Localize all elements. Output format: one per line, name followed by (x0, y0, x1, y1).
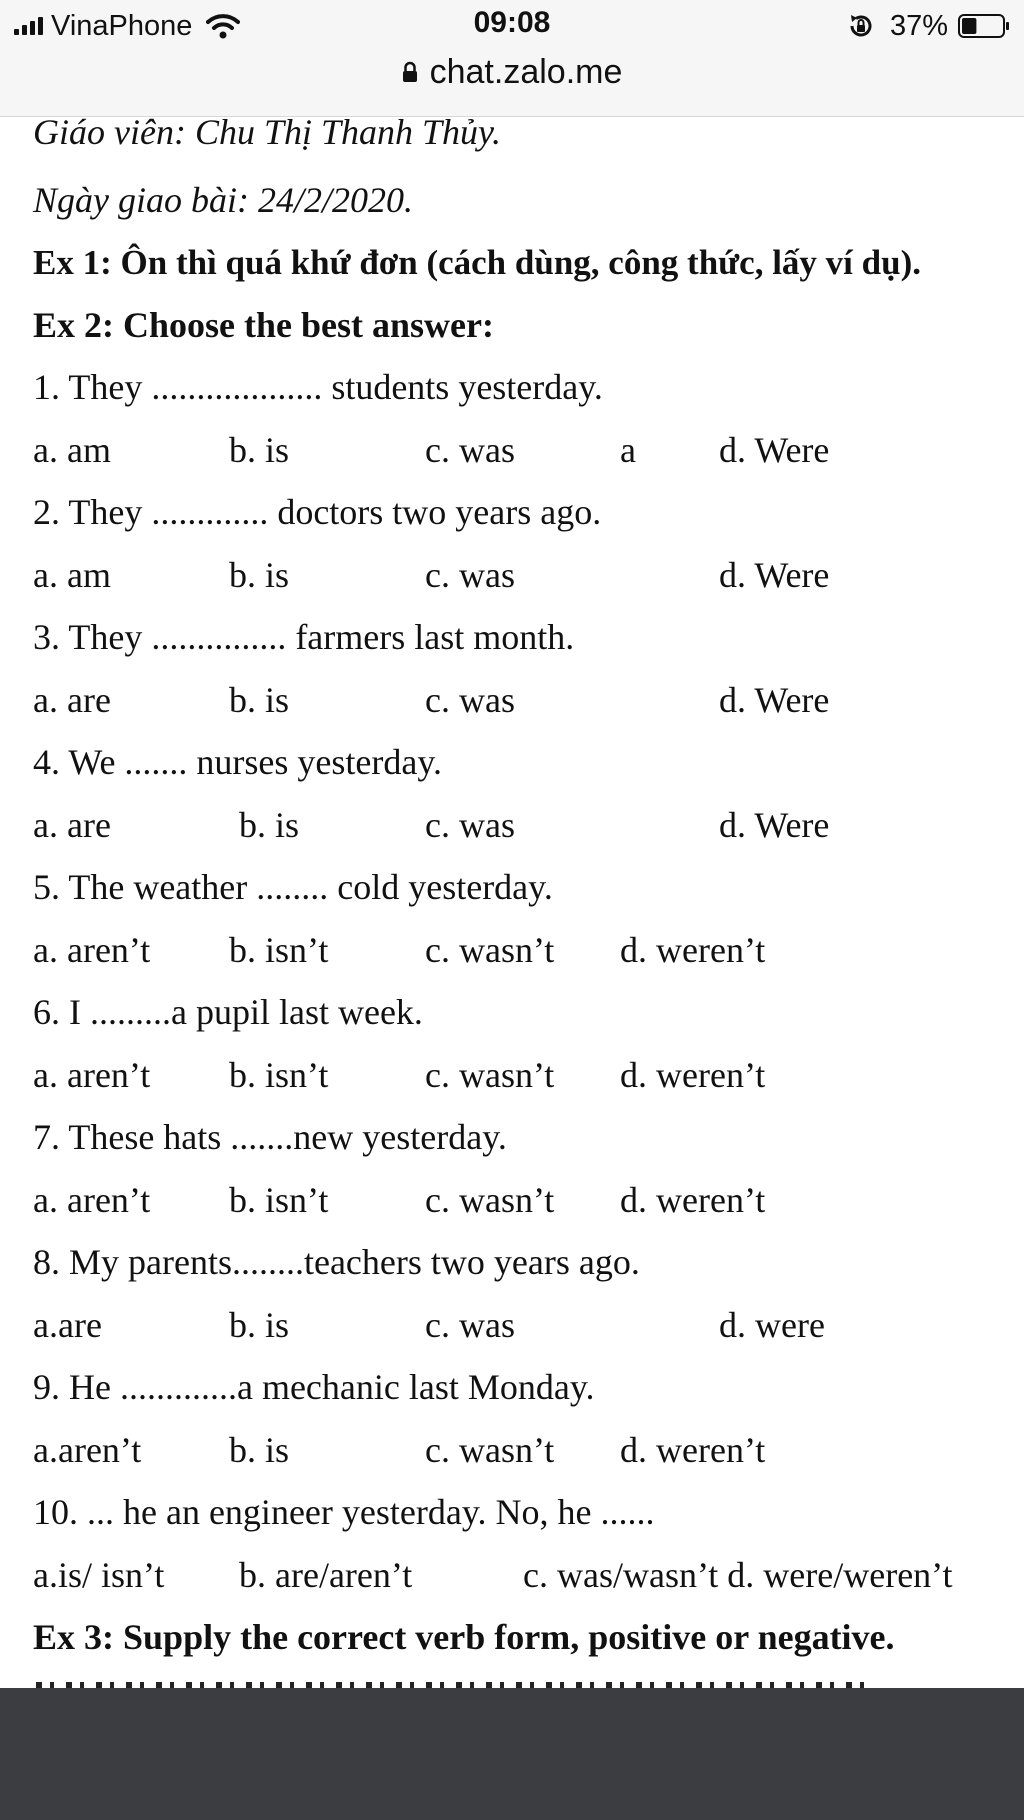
question-1-option-c: c. was (425, 430, 515, 470)
question-3-option-c: c. was (425, 680, 515, 720)
question-2-option-a: a. am (33, 555, 111, 595)
question-4: 4. We ....... nurses yesterday. (33, 742, 443, 782)
question-6-option-b: b. isn’t (229, 1055, 329, 1095)
address-bar[interactable] (0, 50, 1024, 94)
question-9-option-c: c. wasn’t (425, 1430, 555, 1470)
question-2: 2. They ............. doctors two years ago. (33, 492, 602, 532)
question-3-option-b: b. is (229, 680, 290, 720)
question-4-option-a: a. are (33, 805, 111, 845)
question-7-option-a: a. aren’t (33, 1180, 151, 1220)
question-10: 10. ... he an engineer yesterday. No, he ...... (33, 1492, 655, 1532)
question-5-option-c: c. wasn’t (425, 930, 555, 970)
question-1-option-d: d. Were (719, 430, 830, 470)
battery-percentage: 37% (889, 9, 948, 42)
question-6-option-a: a. aren’t (33, 1055, 151, 1095)
question-2-option-b: b. is (229, 555, 290, 595)
question-8-option-b: b. is (229, 1305, 290, 1345)
teacher-line: Giáo viên: Chu Thị Thanh Thủy. (33, 116, 502, 152)
bottom-toolbar (0, 1688, 1024, 1820)
question-5-option-d: d. weren’t (620, 930, 766, 970)
question-7: 7. These hats .......new yesterday. (33, 1117, 507, 1157)
question-8-option-a: a.are (33, 1305, 102, 1345)
battery-icon (958, 14, 1010, 38)
question-10-option-c-d: c. was/wasn’t d. were/weren’t (523, 1555, 953, 1595)
lock-icon (402, 61, 418, 83)
question-2-option-c: c. was (425, 555, 515, 595)
exercise-1-heading: Ex 1: Ôn thì quá khứ đơn (cách dùng, công thức, lấy ví dụ). (33, 243, 921, 282)
question-6: 6. I .........a pupil last week. (33, 992, 423, 1032)
question-4-option-b: b. is (239, 805, 300, 845)
question-1-option-b: b. is (229, 430, 290, 470)
status-bar (0, 0, 1024, 117)
question-8-option-c: c. was (425, 1305, 515, 1345)
question-9: 9. He .............a mechanic last Monday. (33, 1367, 595, 1407)
question-2-option-d: d. Were (719, 555, 830, 595)
question-5-option-b: b. isn’t (229, 930, 329, 970)
url-text: chat.zalo.me (429, 52, 623, 91)
question-4-option-d: d. Were (719, 805, 830, 845)
orientation-lock-icon (846, 11, 876, 41)
question-3: 3. They ............... farmers last month. (33, 617, 575, 657)
question-9-option-d: d. weren’t (620, 1430, 766, 1470)
date-line: Ngày giao bài: 24/2/2020. (33, 180, 413, 220)
question-5-option-a: a. aren’t (33, 930, 151, 970)
carrier-name: VinaPhone (51, 9, 193, 42)
question-10-option-b: b. are/aren’t (239, 1555, 413, 1595)
question-6-option-c: c. wasn’t (425, 1055, 555, 1095)
question-1: 1. They ................... students yesterday. (33, 367, 603, 407)
exercise-3-heading: Ex 3: Supply the correct verb form, positive or negative. (33, 1617, 895, 1657)
question-4-option-c: c. was (425, 805, 515, 845)
question-3-option-d: d. Were (719, 680, 830, 720)
question-9-option-b: b. is (229, 1430, 290, 1470)
question-7-option-b: b. isn’t (229, 1180, 329, 1220)
question-1-answer-mark: a (620, 430, 636, 470)
document-view[interactable] (0, 116, 1024, 1688)
exercise-2-heading: Ex 2: Choose the best answer: (33, 305, 494, 345)
question-7-option-c: c. wasn’t (425, 1180, 555, 1220)
clock: 09:08 (473, 6, 551, 39)
question-8: 8. My parents........teachers two years ago. (33, 1242, 640, 1282)
question-7-option-d: d. weren’t (620, 1180, 766, 1220)
question-5: 5. The weather ........ cold yesterday. (33, 867, 553, 907)
question-1-option-a: a. am (33, 430, 111, 470)
question-6-option-d: d. weren’t (620, 1055, 766, 1095)
question-9-option-a: a.aren’t (33, 1430, 142, 1470)
question-10-option-a: a.is/ isn’t (33, 1555, 165, 1595)
question-8-option-d: d. were (719, 1305, 825, 1345)
question-3-option-a: a. are (33, 680, 111, 720)
